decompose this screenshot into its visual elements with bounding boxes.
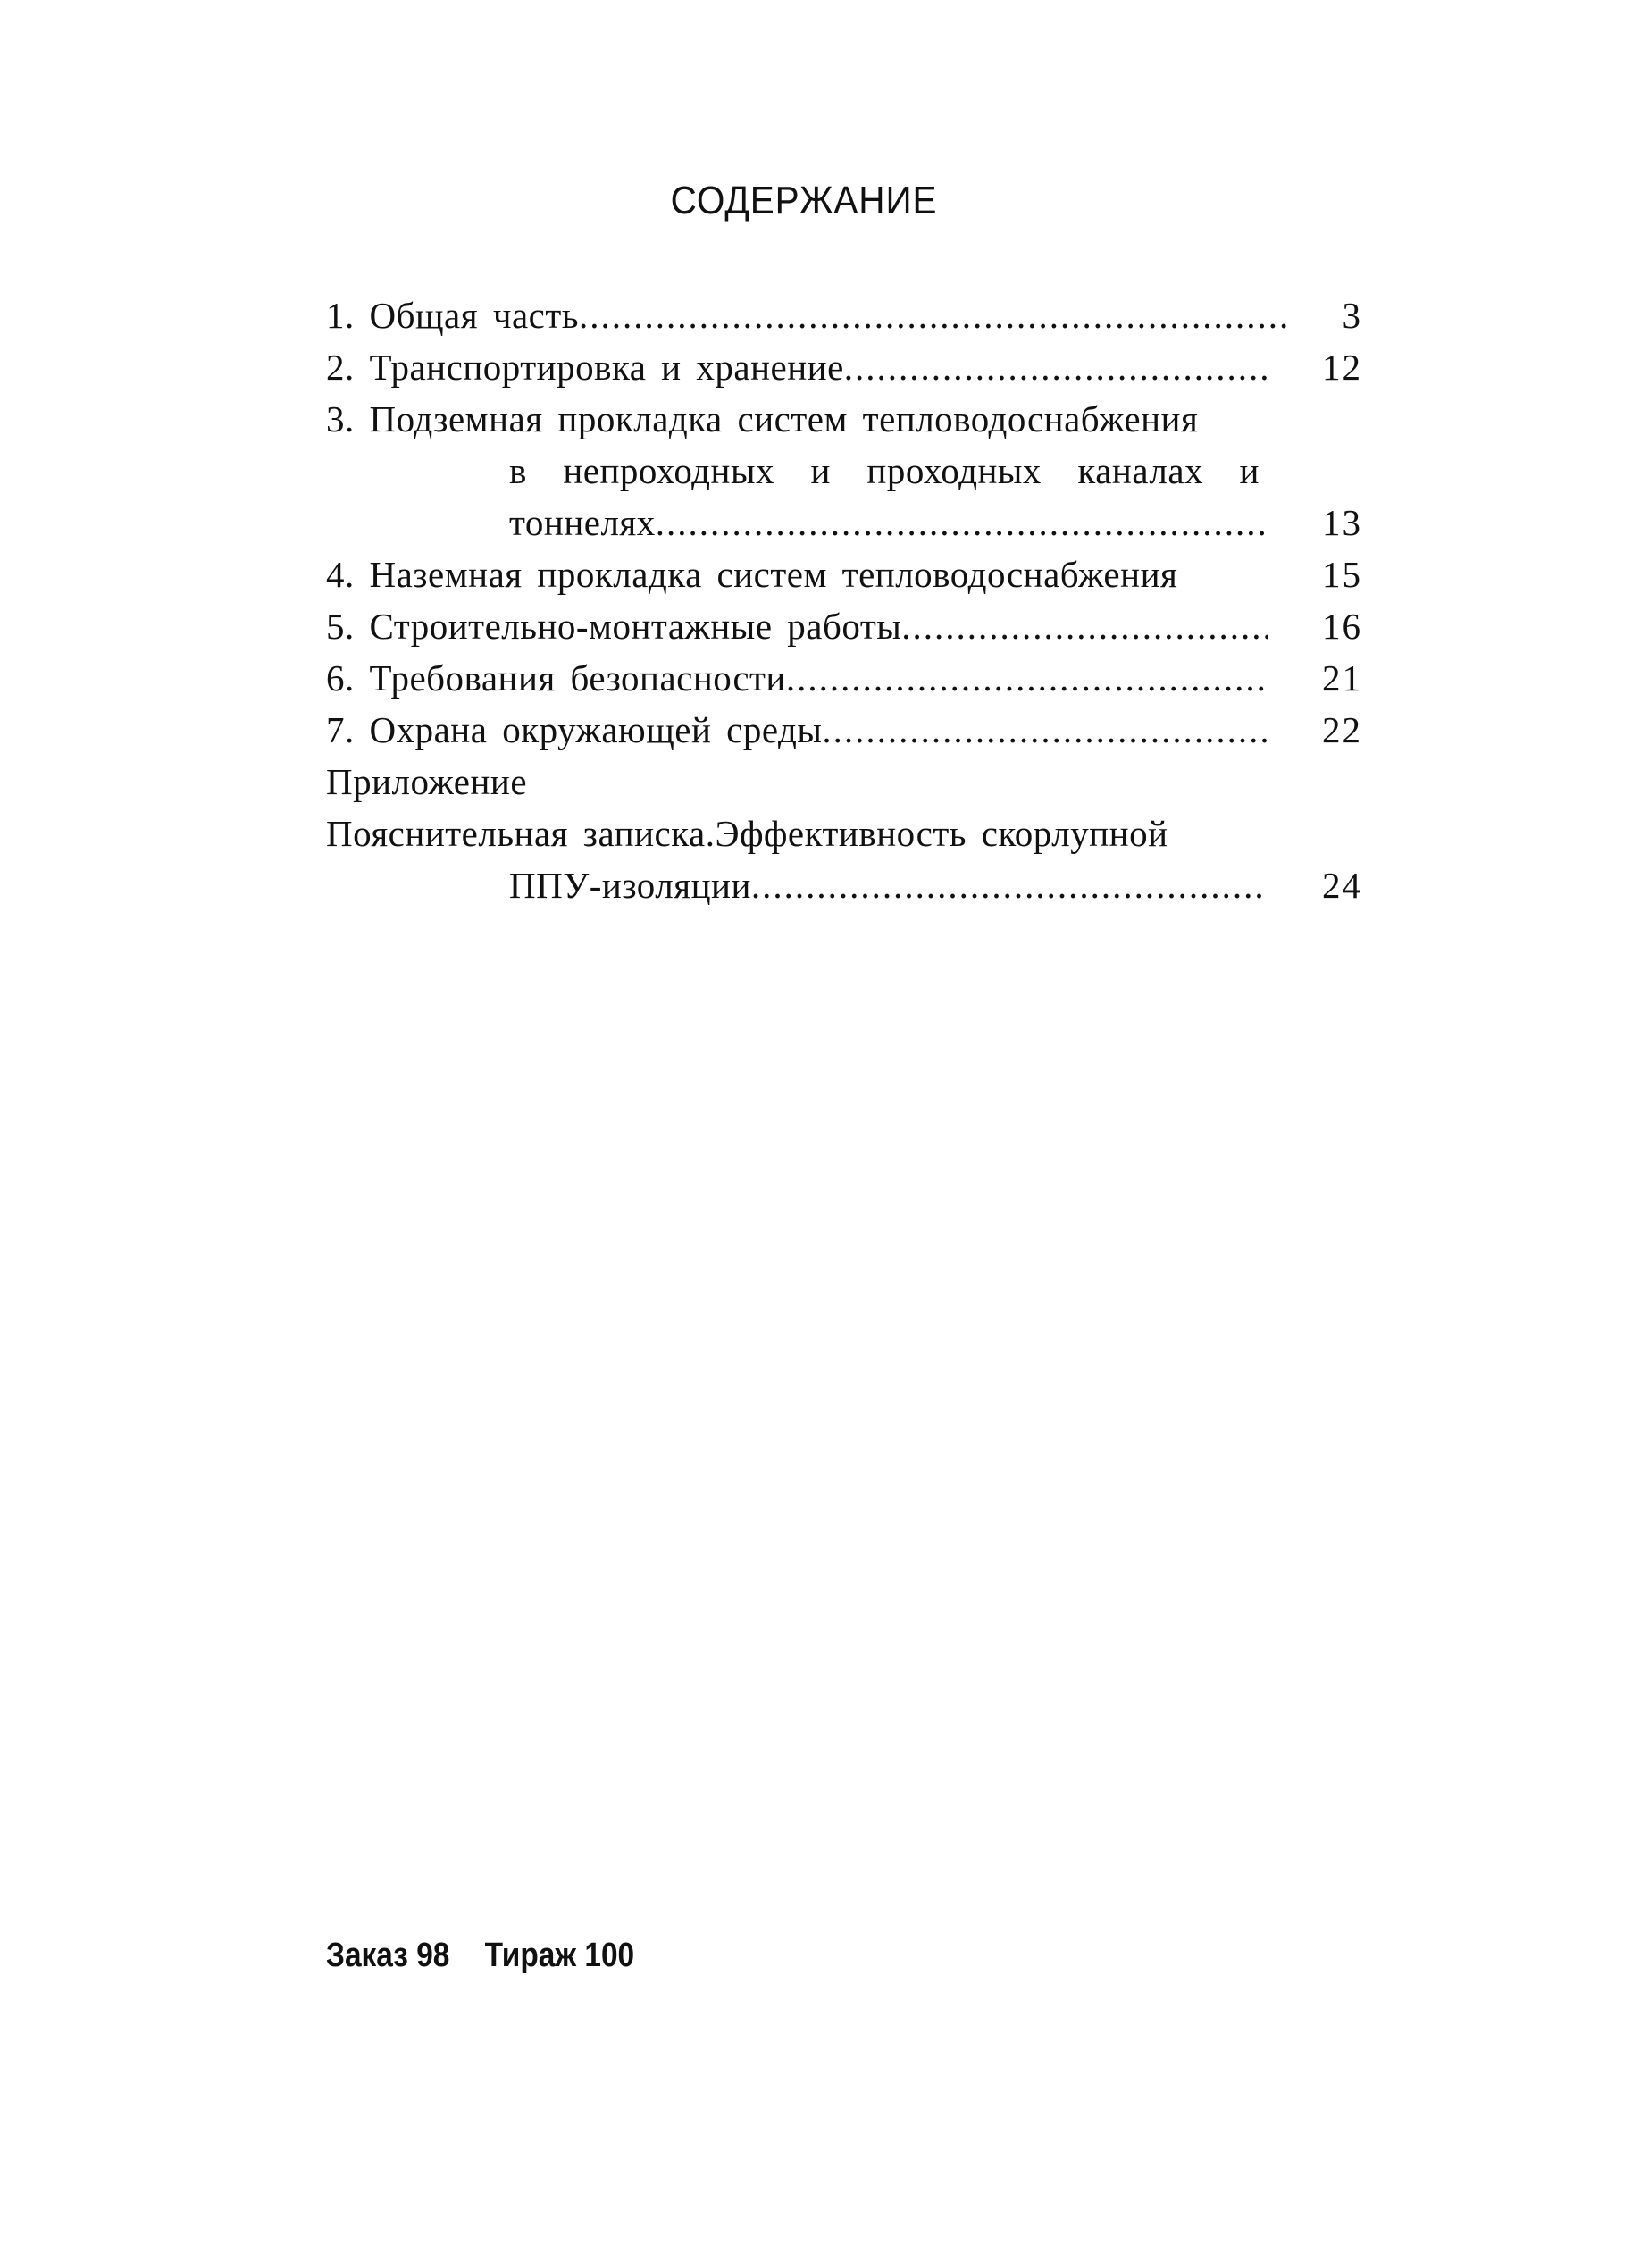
dot-leader: [656, 498, 1268, 548]
dot-leader: [751, 860, 1268, 910]
toc-page-number: 12: [1322, 347, 1362, 388]
toc-entry-text: 2. Транспортировка и хранение: [326, 347, 844, 388]
toc-entry-text: 1. Общая часть: [326, 295, 579, 336]
toc-entry-1: [326, 290, 1362, 342]
toc-entry-6: [326, 653, 1362, 705]
toc-entry-text-line: ППУ-изоляции: [509, 865, 751, 906]
table-of-contents: [326, 290, 1362, 912]
toc-page-number: 22: [1322, 709, 1362, 750]
dot-leader: [822, 705, 1268, 755]
order-number: Заказ 98: [326, 1937, 450, 1974]
toc-page-number: 3: [1342, 295, 1362, 336]
toc-entry-text: 6. Требования безопасности: [326, 657, 786, 699]
toc-entry-text-line: Приложение: [326, 761, 528, 802]
toc-page-number: 21: [1322, 657, 1362, 699]
toc-entry-2: [326, 342, 1362, 394]
toc-page-number: 15: [1322, 554, 1362, 595]
toc-entry-text-line: тоннелях: [509, 502, 656, 543]
toc-entry-text: 5. Строительно-монтажные работы: [326, 606, 902, 647]
toc-entry-text-line: 3. Подземная прокладка систем тепловодоснабжения: [326, 398, 1199, 439]
print-imprint: [326, 1937, 634, 1975]
toc-entry-4: [326, 549, 1362, 601]
page-title: СОДЕРЖАНИЕ: [670, 179, 938, 222]
toc-page-number: 16: [1322, 606, 1362, 647]
toc-entry-text-line: Пояснительная записка.Эффективность скорлупной: [326, 813, 1168, 854]
dot-leader: [786, 653, 1268, 703]
dot-leader: [844, 342, 1268, 392]
toc-entry-7: [326, 705, 1362, 757]
dot-leader: [579, 290, 1289, 340]
toc-entry-text: 7. Охрана окружающей среды: [326, 709, 823, 750]
toc-entry-text-line: в непроходных и проходных каналах и: [509, 450, 1260, 491]
toc-entry-text: 4. Наземная прокладка систем тепловодоснабжения: [326, 554, 1178, 595]
toc-page-number: 13: [1322, 502, 1362, 543]
print-run: Тираж 100: [484, 1937, 635, 1974]
toc-page-number: 24: [1322, 865, 1362, 906]
toc-entry-appendix: [326, 757, 1362, 912]
toc-entry-3: [326, 394, 1362, 549]
dot-leader: [901, 601, 1268, 651]
toc-entry-5: [326, 601, 1362, 653]
